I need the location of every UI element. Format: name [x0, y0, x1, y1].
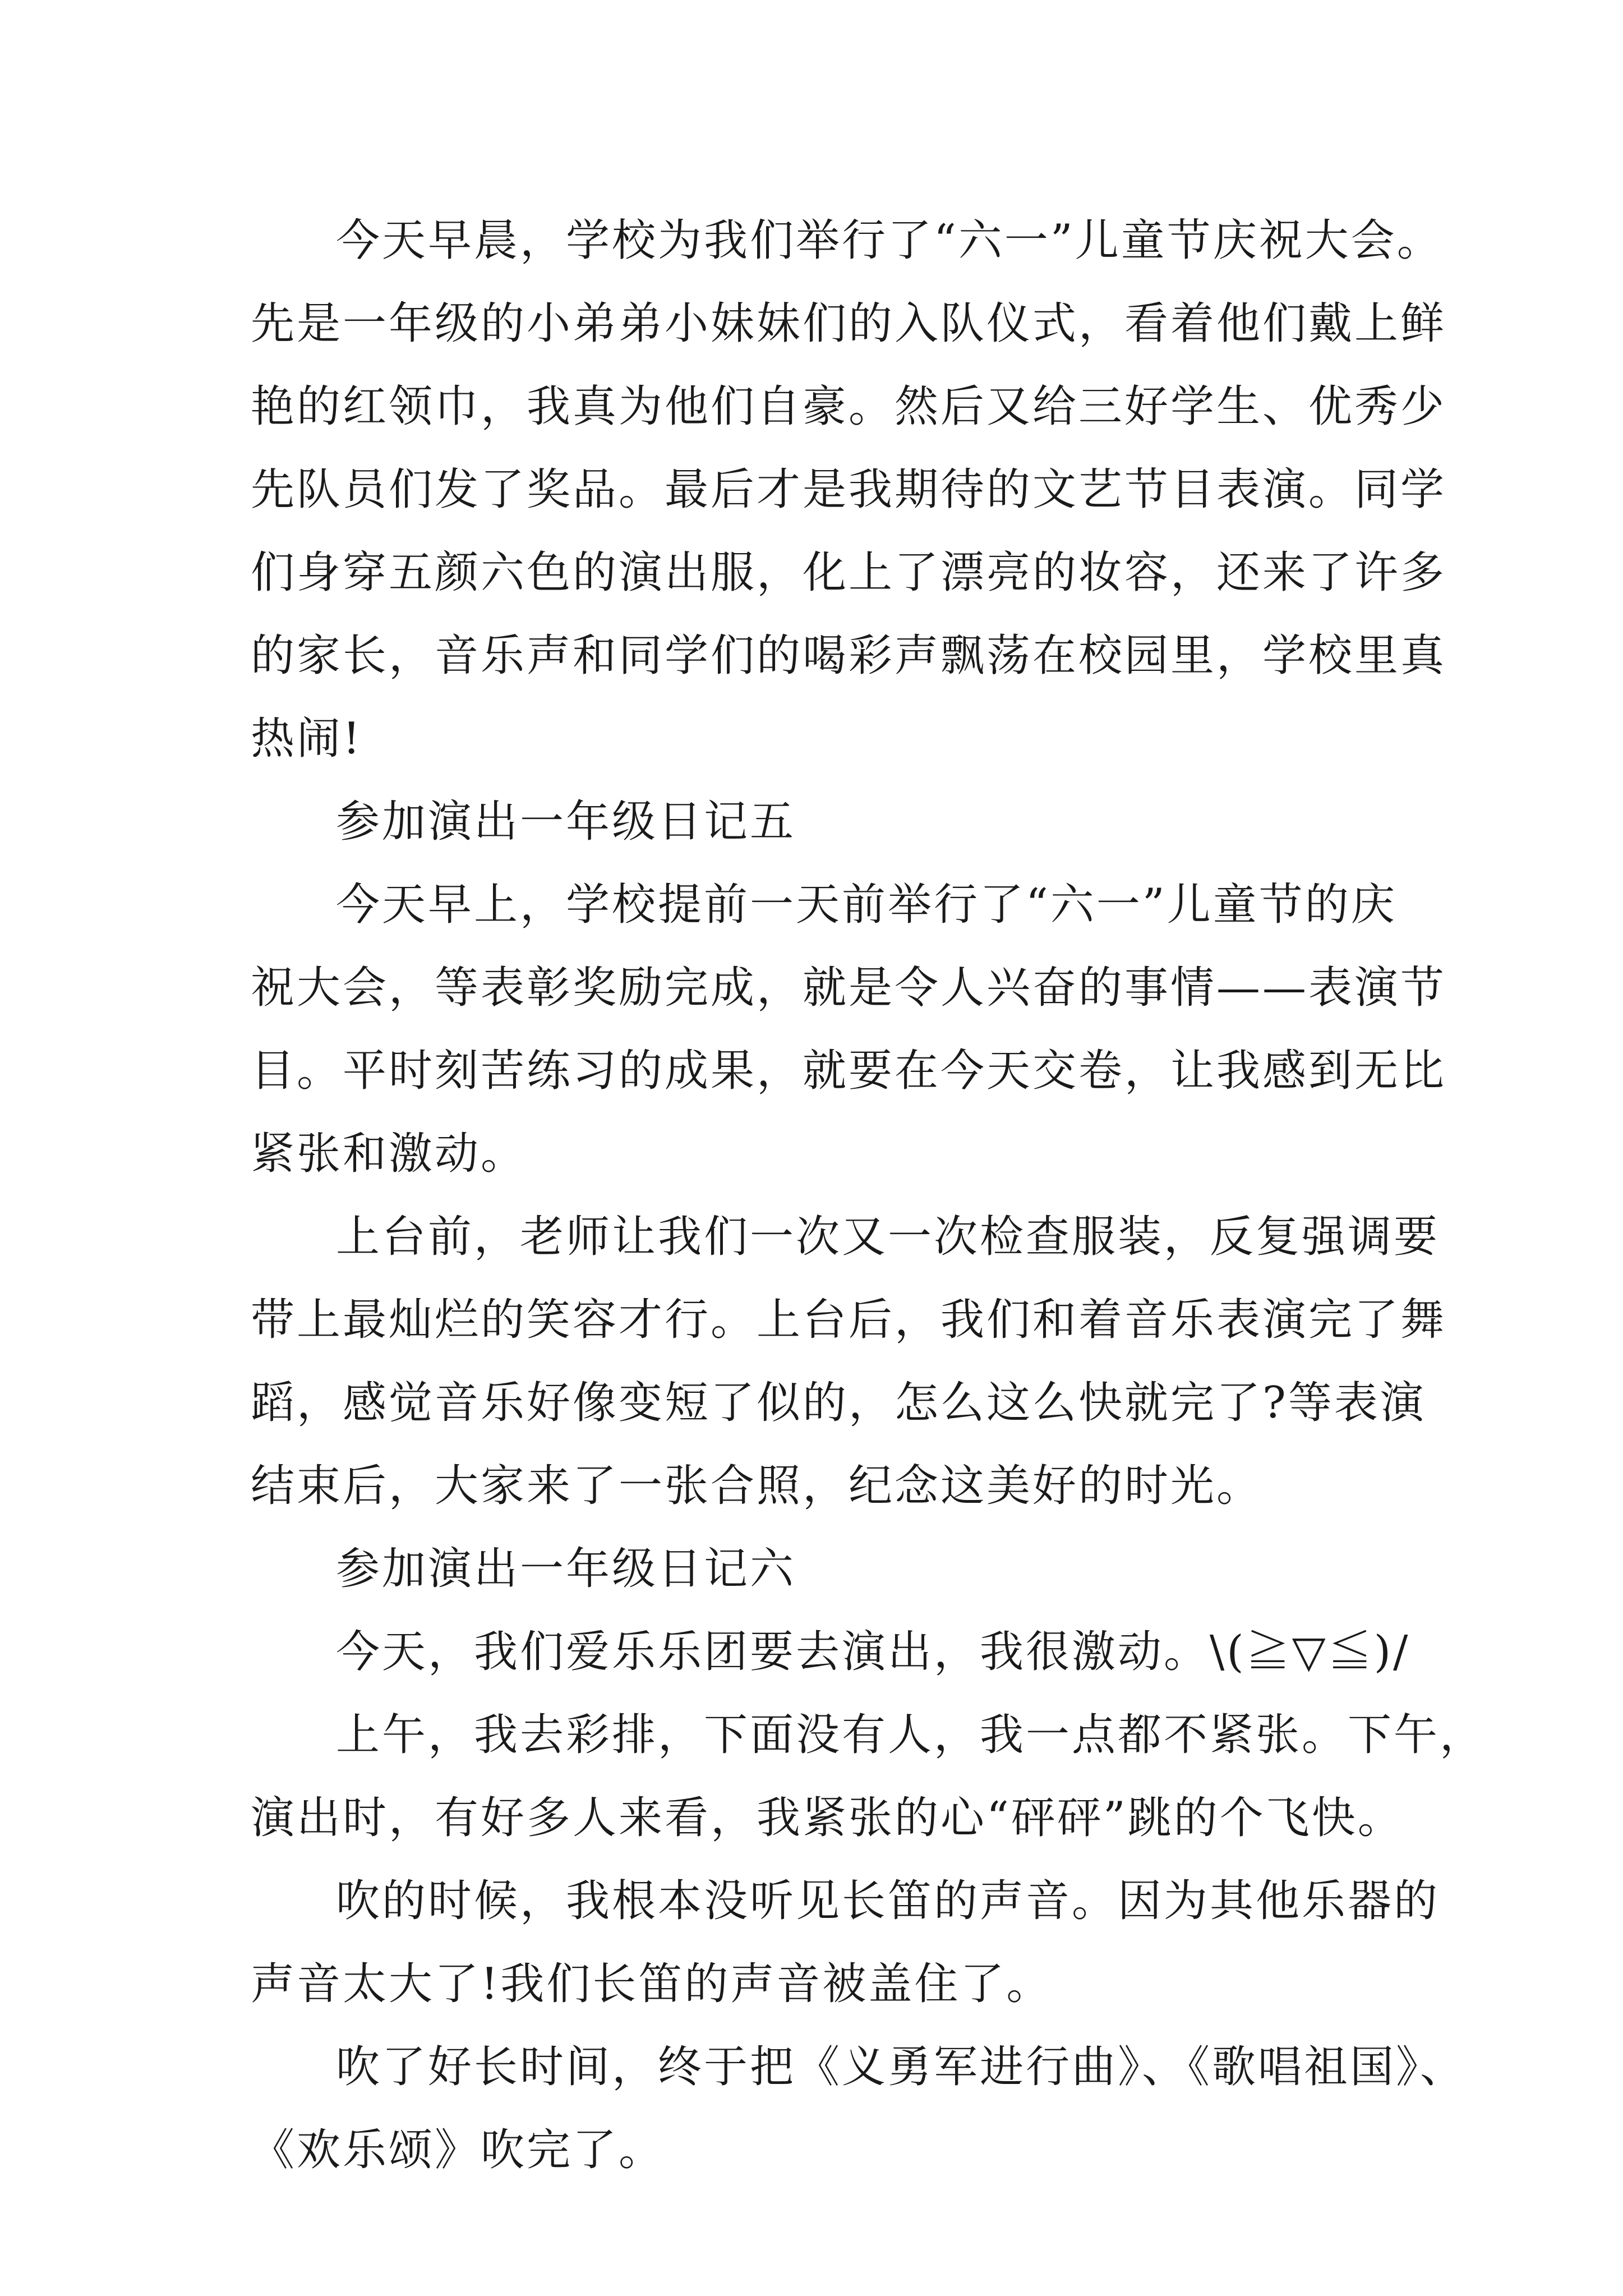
text-line: 的家长，音乐声和同学们的喝彩声飘荡在校园里，学校里真	[251, 631, 1447, 681]
text-line: 带上最灿烂的笑容才行。上台后，我们和着音乐表演完了舞	[251, 1295, 1447, 1345]
text-line: 先是一年级的小弟弟小妹妹们的入队仪式，看着他们戴上鲜	[251, 298, 1447, 349]
text-line: 艳的红领巾，我真为他们自豪。然后又给三好学生、优秀少	[251, 381, 1447, 432]
text-line: 吹的时候，我根本没听见长笛的声音。因为其他乐器的	[336, 1876, 1440, 1926]
text-line: 演出时，有好多人来看，我紧张的心“砰砰”跳的个飞快。	[251, 1793, 1404, 1843]
section-heading: 参加演出一年级日记六	[336, 1544, 796, 1594]
text-line: 蹈，感觉音乐好像变短了似的，怎么这么快就完了?等表演	[251, 1378, 1426, 1428]
text-line: 今天，我们爱乐乐团要去演出，我很激动。\(≧▽≦)/	[336, 1627, 1410, 1677]
text-line: 《欢乐颂》吹完了。	[251, 2125, 665, 2175]
text-line: 先队员们发了奖品。最后才是我期待的文艺节目表演。同学	[251, 464, 1447, 515]
section-heading: 参加演出一年级日记五	[336, 797, 796, 847]
text-line: 声音太大了!我们长笛的声音被盖住了。	[251, 1959, 1053, 2009]
text-line: 们身穿五颜六色的演出服，化上了漂亮的妆容，还来了许多	[251, 547, 1447, 598]
text-line: 结束后，大家来了一张合照，纪念这美好的时光。	[251, 1461, 1263, 1511]
text-line: 今天早晨，学校为我们举行了“六一”儿童节庆祝大会。	[336, 215, 1443, 266]
text-line: 今天早上，学校提前一天前举行了“六一”儿童节的庆	[336, 880, 1397, 930]
text-line: 热闹!	[251, 714, 363, 764]
text-line: 上台前，老师让我们一次又一次检查服装，反复强调要	[336, 1212, 1440, 1262]
text-line: 祝大会，等表彰奖励完成，就是令人兴奋的事情——表演节	[251, 963, 1447, 1013]
text-line: 紧张和激动。	[251, 1129, 527, 1179]
text-line: 吹了好长时间，终于把《义勇军进行曲》、《歌唱祖国》、	[336, 2042, 1467, 2092]
text-line: 目。平时刻苦练习的成果，就要在今天交卷，让我感到无比	[251, 1046, 1447, 1096]
document-body	[251, 199, 1486, 2192]
text-line: 上午，我去彩排，下面没有人，我一点都不紧张。下午，	[336, 1710, 1486, 1760]
